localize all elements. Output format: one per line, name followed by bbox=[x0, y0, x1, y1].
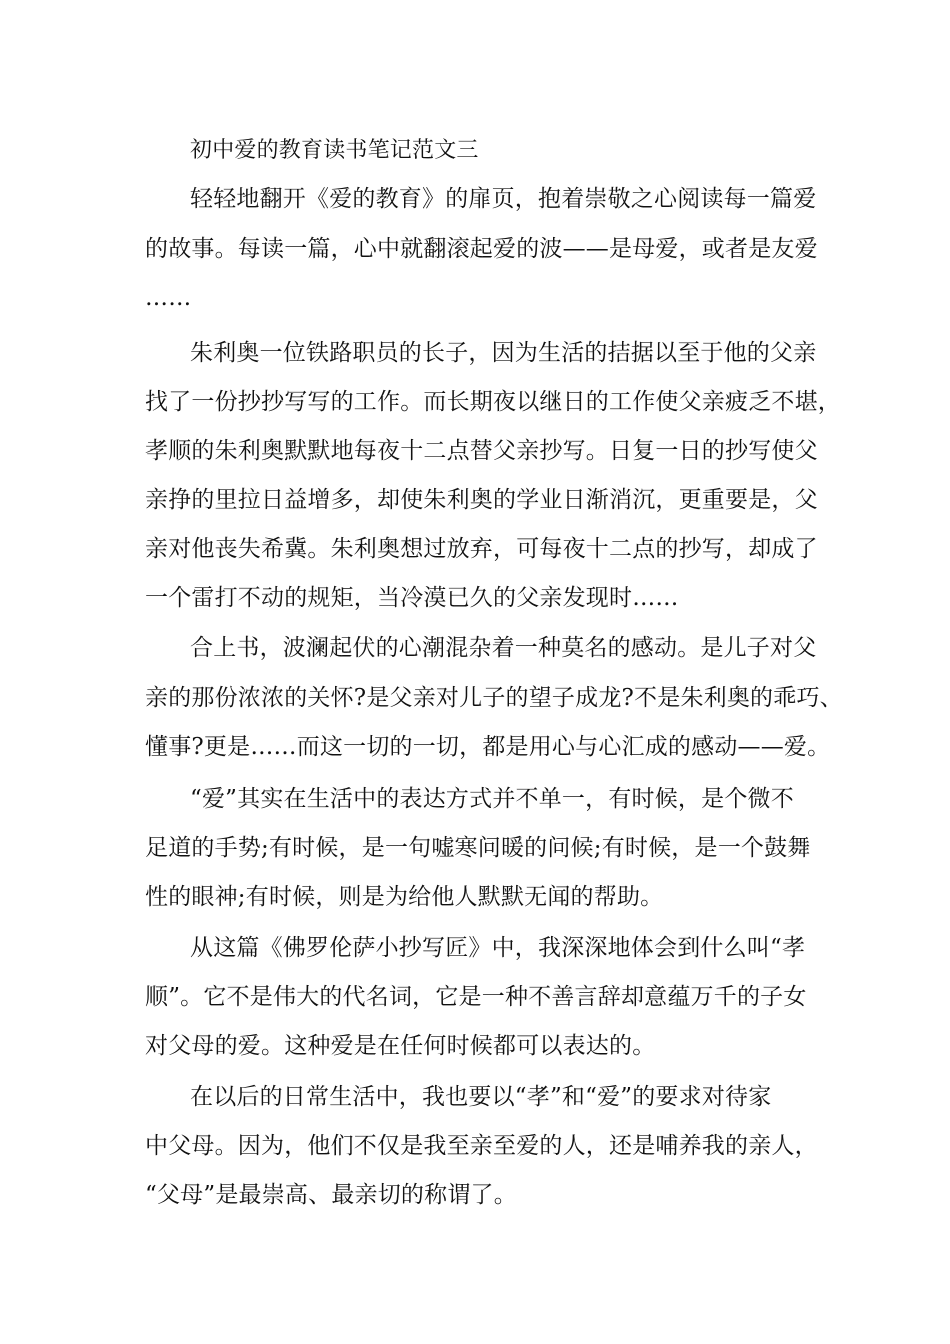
paragraph-line: 亲对他丧失希冀。朱利奥想过放弃，可每夜十二点的抄写，却成了 bbox=[145, 536, 818, 562]
paragraph-line: 朱利奥一位铁路职员的长子，因为生活的拮据以至于他的父亲 bbox=[190, 340, 817, 366]
paragraph-line: 的故事。每读一篇，心中就翻滚起爱的波——是母爱，或者是友爱 bbox=[145, 236, 818, 262]
paragraph-line: 轻轻地翻开《爱的教育》的扉页，抱着崇敬之心阅读每一篇爱 bbox=[190, 186, 817, 212]
paragraph-line: 从这篇《佛罗伦萨小抄写匠》中，我深深地体会到什么叫“孝 bbox=[190, 935, 806, 961]
paragraph-line: 顺”。它不是伟大的代名词，它是一种不善言辞却意蕴万千的子女 bbox=[145, 984, 807, 1010]
paragraph-line: …… bbox=[145, 285, 192, 311]
paragraph-line: 亲挣的里拉日益增多，却使朱利奥的学业日渐消沉，更重要是，父 bbox=[145, 487, 818, 513]
paragraph-line: 足道的手势;有时候，是一句嘘寒问暖的问候;有时候，是一个鼓舞 bbox=[145, 835, 811, 861]
paragraph-line: 懂事?更是……而这一切的一切，都是用心与心汇成的感动——爱。 bbox=[145, 734, 831, 760]
paragraph-line: 一个雷打不动的规矩，当冷漠已久的父亲发现时…… bbox=[145, 585, 679, 611]
paragraph-line: 性的眼神;有时候，则是为给他人默默无闻的帮助。 bbox=[145, 884, 664, 910]
paragraph-line: 孝顺的朱利奥默默地每夜十二点替父亲抄写。日复一日的抄写使父 bbox=[145, 438, 818, 464]
paragraph-line: “爱”其实在生活中的表达方式并不单一，有时候，是个微不 bbox=[190, 786, 794, 812]
paragraph-line: 亲的那份浓浓的关怀?是父亲对儿子的望子成龙?不是朱利奥的乖巧、 bbox=[145, 685, 843, 711]
paragraph-line: 在以后的日常生活中，我也要以“孝”和“爱”的要求对待家 bbox=[190, 1084, 772, 1110]
paragraph-line: “父母”是最崇高、最亲切的称谓了。 bbox=[145, 1182, 517, 1208]
paragraph-line: 合上书，波澜起伏的心潮混杂着一种莫名的感动。是儿子对父 bbox=[190, 635, 817, 661]
paragraph-line: 中父母。因为，他们不仅是我至亲至爱的人，还是哺养我的亲人， bbox=[145, 1133, 818, 1159]
document-title: 初中爱的教育读书笔记范文三 bbox=[190, 138, 479, 163]
paragraph-line: 找了一份抄抄写写的工作。而长期夜以继日的工作使父亲疲乏不堪， bbox=[145, 389, 841, 415]
paragraph-line: 对父母的爱。这种爱是在任何时候都可以表达的。 bbox=[145, 1033, 656, 1059]
